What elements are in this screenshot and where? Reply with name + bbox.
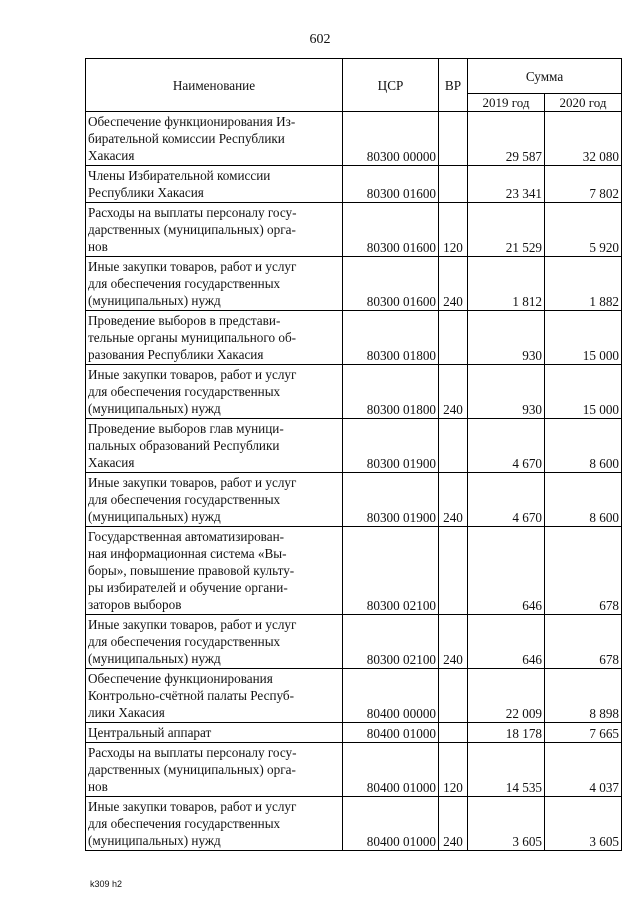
- row-vr: [439, 166, 468, 203]
- table-row: [86, 615, 622, 669]
- row-name: Расходы на выплаты персоналу госу- дарственных (муниципальных) орга- нов: [86, 743, 343, 797]
- row-value-2020: 678: [545, 527, 622, 615]
- row-csr: 80400 01000: [343, 743, 439, 797]
- row-value-2020: 7 665: [545, 723, 622, 743]
- table-row: [86, 527, 622, 615]
- row-value-2020: 3 605: [545, 797, 622, 851]
- row-csr: 80300 02100: [343, 615, 439, 669]
- row-value-2019: 1 812: [468, 257, 545, 311]
- column-header-name: Наименование: [86, 59, 343, 112]
- row-value-2019: 4 670: [468, 419, 545, 473]
- row-csr: 80300 01900: [343, 419, 439, 473]
- row-vr: 240: [439, 797, 468, 851]
- column-header-2019: 2019 год: [468, 94, 545, 112]
- row-name: Проведение выборов в представи- тельные органы муниципального об- разования Республики Хакасия: [86, 311, 343, 365]
- table-row: [86, 112, 622, 166]
- row-vr: 120: [439, 203, 468, 257]
- row-csr: 80300 01800: [343, 365, 439, 419]
- row-csr: 80300 01900: [343, 473, 439, 527]
- row-value-2020: 7 802: [545, 166, 622, 203]
- column-header-csr: ЦСР: [343, 59, 439, 112]
- row-csr: 80400 01000: [343, 797, 439, 851]
- row-value-2019: 646: [468, 527, 545, 615]
- row-csr: 80300 02100: [343, 527, 439, 615]
- table-row: [86, 419, 622, 473]
- row-value-2020: 4 037: [545, 743, 622, 797]
- row-vr: [439, 723, 468, 743]
- row-value-2019: 3 605: [468, 797, 545, 851]
- row-value-2020: 32 080: [545, 112, 622, 166]
- row-vr: 120: [439, 743, 468, 797]
- row-name: Иные закупки товаров, работ и услуг для обеспечения государственных (муниципальных) нужд: [86, 365, 343, 419]
- table-row: [86, 723, 622, 743]
- row-name: Иные закупки товаров, работ и услуг для обеспечения государственных (муниципальных) нужд: [86, 257, 343, 311]
- row-vr: 240: [439, 615, 468, 669]
- row-value-2020: 15 000: [545, 311, 622, 365]
- row-name: Центральный аппарат: [86, 723, 343, 743]
- table-row: [86, 311, 622, 365]
- row-value-2019: 4 670: [468, 473, 545, 527]
- row-value-2020: 8 600: [545, 473, 622, 527]
- row-vr: 240: [439, 365, 468, 419]
- row-csr: 80300 00000: [343, 112, 439, 166]
- row-csr: 80400 00000: [343, 669, 439, 723]
- budget-table: [85, 58, 622, 851]
- row-vr: [439, 112, 468, 166]
- table-row: [86, 257, 622, 311]
- row-value-2020: 8 898: [545, 669, 622, 723]
- table-row: [86, 797, 622, 851]
- column-header-vr: ВР: [439, 59, 468, 112]
- row-csr: 80300 01800: [343, 311, 439, 365]
- table-row: [86, 743, 622, 797]
- row-name: Иные закупки товаров, работ и услуг для обеспечения государственных (муниципальных) нужд: [86, 473, 343, 527]
- row-value-2020: 5 920: [545, 203, 622, 257]
- column-header-sum: Сумма: [468, 59, 622, 94]
- row-vr: [439, 419, 468, 473]
- row-csr: 80300 01600: [343, 203, 439, 257]
- table-row: [86, 669, 622, 723]
- table-row: [86, 203, 622, 257]
- row-value-2019: 14 535: [468, 743, 545, 797]
- row-name: Государственная автоматизирован- ная информационная система «Вы- боры», повышение правовой культу- ры избирателей и обучение органи- заторов выборов: [86, 527, 343, 615]
- table-row: [86, 166, 622, 203]
- row-value-2020: 15 000: [545, 365, 622, 419]
- row-vr: 240: [439, 473, 468, 527]
- row-csr: 80300 01600: [343, 257, 439, 311]
- row-value-2020: 8 600: [545, 419, 622, 473]
- row-value-2019: 930: [468, 365, 545, 419]
- row-vr: 240: [439, 257, 468, 311]
- row-csr: 80400 01000: [343, 723, 439, 743]
- row-name: Иные закупки товаров, работ и услуг для обеспечения государственных (муниципальных) нужд: [86, 797, 343, 851]
- row-name: Обеспечение функционирования Контрольно-счётной палаты Респуб- лики Хакасия: [86, 669, 343, 723]
- row-value-2019: 22 009: [468, 669, 545, 723]
- row-name: Иные закупки товаров, работ и услуг для обеспечения государственных (муниципальных) нужд: [86, 615, 343, 669]
- table-body: [86, 112, 622, 851]
- row-csr: 80300 01600: [343, 166, 439, 203]
- row-value-2020: 1 882: [545, 257, 622, 311]
- row-value-2020: 678: [545, 615, 622, 669]
- row-name: Члены Избирательной комиссии Республики Хакасия: [86, 166, 343, 203]
- row-value-2019: 930: [468, 311, 545, 365]
- row-value-2019: 23 341: [468, 166, 545, 203]
- row-vr: [439, 311, 468, 365]
- row-name: Расходы на выплаты персоналу госу- дарственных (муниципальных) орга- нов: [86, 203, 343, 257]
- page-number: 602: [309, 32, 331, 47]
- row-name: Проведение выборов глав муници- пальных образований Республики Хакасия: [86, 419, 343, 473]
- row-value-2019: 18 178: [468, 723, 545, 743]
- row-value-2019: 646: [468, 615, 545, 669]
- row-vr: [439, 669, 468, 723]
- row-value-2019: 29 587: [468, 112, 545, 166]
- row-vr: [439, 527, 468, 615]
- row-name: Обеспечение функционирования Из- бирательной комиссии Республики Хакасия: [86, 112, 343, 166]
- table-row: [86, 473, 622, 527]
- footer-code: k309 h2: [90, 879, 123, 889]
- column-header-2020: 2020 год: [545, 94, 622, 112]
- table-row: [86, 365, 622, 419]
- row-value-2019: 21 529: [468, 203, 545, 257]
